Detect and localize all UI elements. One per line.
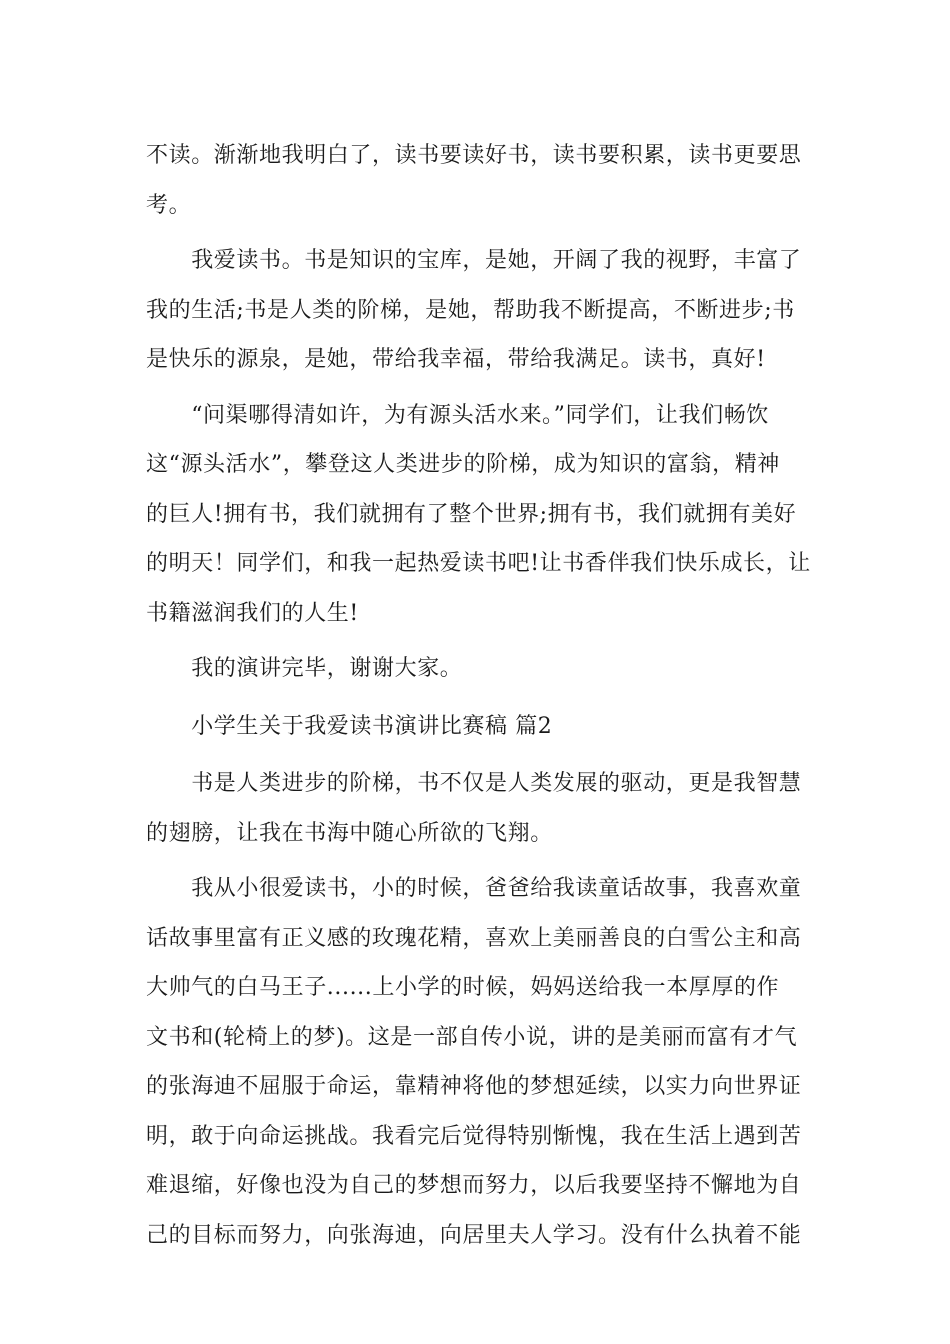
text-line: 书是人类进步的阶梯，书不仅是人类发展的驱动，更是我智慧: [146, 771, 802, 796]
text-line: 我爱读书。书是知识的宝库，是她，开阔了我的视野，丰富了: [146, 248, 802, 273]
section-heading: [146, 702, 806, 752]
paragraph: [146, 391, 811, 639]
text-line: 是快乐的源泉，是她，带给我幸福，带给我满足。读书，真好!: [146, 347, 766, 372]
text-line: 的翅膀，让我在书海中随心所欲的飞翔。: [146, 820, 553, 846]
text-line: 己的目标而努力，向张海迪，向居里夫人学习。没有什么执着不能: [146, 1222, 802, 1248]
text-line: 明，敢于向命运挑战。我看完后觉得特别惭愧，我在生活上遇到苦: [146, 1123, 802, 1149]
document-body: [146, 131, 811, 1260]
paragraph: [146, 236, 806, 385]
text-line: 的张海迪不屈服于命运，靠精神将他的梦想延续，以实力向世界证: [146, 1074, 802, 1099]
paragraph: [146, 759, 806, 858]
paragraph: [146, 644, 806, 694]
text-line: 书籍滋润我们的人生!: [146, 600, 359, 626]
text-line: 难退缩，好像也没为自己的梦想而努力，以后我要坚持不懈地为自: [146, 1173, 802, 1198]
text-line: 文书和(轮椅上的梦)。这是一部自传小说，讲的是美丽而富有才气: [146, 1024, 798, 1050]
text-line: 我的演讲完毕，谢谢大家。: [146, 656, 463, 681]
paragraph: [146, 131, 806, 230]
text-line: 我从小很爱读书，小的时候，爸爸给我读童话故事，我喜欢童: [146, 876, 802, 901]
text-line: 我的生活;书是人类的阶梯，是她，帮助我不断提高，不断进步;书: [146, 297, 795, 323]
text-line: 话故事里富有正义感的玫瑰花精，喜欢上美丽善良的白雪公主和高: [146, 925, 802, 951]
paragraph: [146, 864, 806, 1260]
text-line: 考。: [146, 192, 192, 218]
heading-line: 小学生关于我爱读书演讲比赛稿 篇2: [146, 713, 553, 739]
text-line: 这“源头活水”，攀登这人类进步的阶梯，成为知识的富翁，精神: [146, 452, 780, 477]
text-line: 不读。渐渐地我明白了，读书要读好书，读书要积累，读书更要思: [146, 143, 802, 168]
text-line: “问渠哪得清如许，为有源头活水来。”同学们，让我们畅饮: [146, 402, 769, 428]
text-line: 大帅气的白马王子......上小学的时候，妈妈送给我一本厚厚的作: [146, 975, 780, 1000]
text-line: 的巨人!拥有书，我们就拥有了整个世界;拥有书，我们就拥有美好: [146, 501, 797, 527]
text-line: 的明天！同学们，和我一起热爱读书吧!让书香伴我们快乐成长，让: [146, 551, 811, 576]
